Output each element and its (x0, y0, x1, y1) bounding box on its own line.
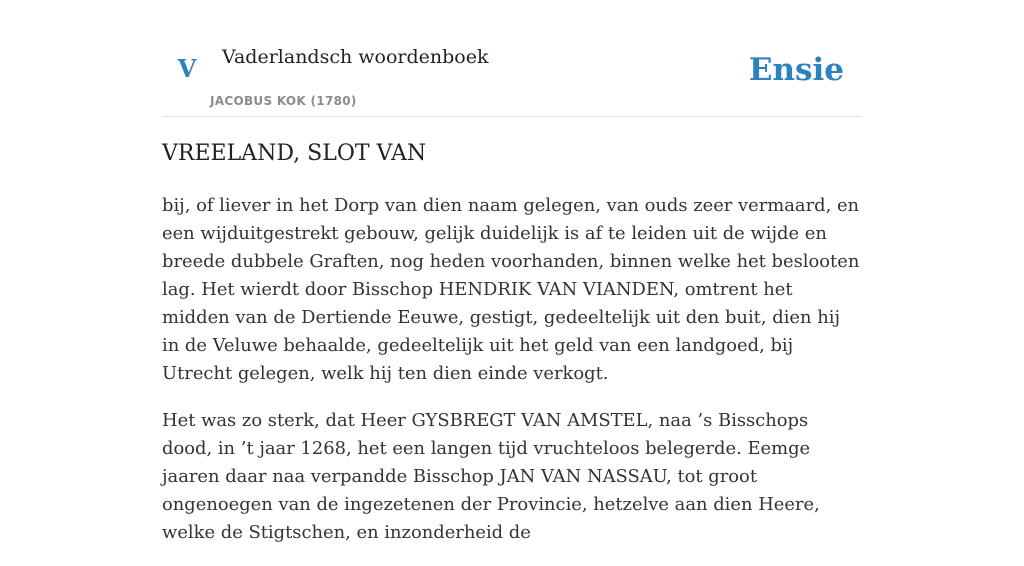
paragraph: Het was zo sterk, dat Heer GYSBREGT VAN AMSTEL, naa ’s Bisschops dood, in ’t jaar 1268, het een langen tijd vruchteloos belegerde. Eemge jaaren daar naa verpandde Bisschop JAN VAN NASSAU, tot groot ongenoegen van de ingezetenen der Provincie, hetzelve aan dien Heere, welke de Stigtschen, en inzonderheid de (162, 410, 820, 543)
book-title-link[interactable]: Vaderlandsch woordenboek (222, 46, 489, 68)
page-header (162, 0, 862, 117)
index-letter-link[interactable]: V (177, 54, 197, 83)
author-label: JACOBUS KOK (1780) (210, 94, 357, 108)
article-page (162, 0, 862, 543)
entry-title: VREELAND, SLOT VAN (162, 141, 427, 166)
entry-body (162, 192, 862, 566)
paragraph: bij, of liever in het Dorp van dien naam gelegen, van ouds zeer vermaard, en een wijduitgestrekt gebouw, gelijk duidelijk is af te leiden uit de wijde en breede dubbele Graften, nog heden voorhanden, binnen welke het beslooten lag. Het wierdt door Bisschop HENDRIK VAN VIANDEN, omtrent het midden van de Dertiende Eeuwe, gestigt, gedeeltelijk uit den buit, dien hij in de Veluwe behaalde, gedeeltelijk uit het geld van een landgoed, bij Utrecht gelegen, welk hij ten dien einde verkogt. (162, 195, 860, 384)
ensie-logo-link[interactable]: Ensie (748, 52, 844, 88)
